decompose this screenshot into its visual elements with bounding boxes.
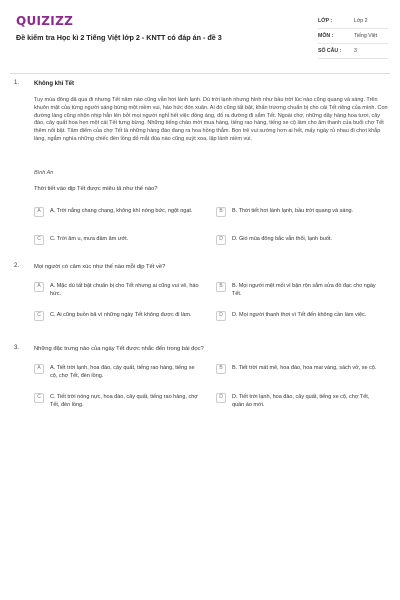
meta-row-grade (318, 14, 388, 29)
meta-table (318, 14, 388, 59)
meta-key: LỚP : (318, 18, 333, 24)
option-text: D. Gió mùa đông bắc vẫn thổi, lạnh buốt. (232, 236, 332, 242)
quizizz-logo: QUIZIZZ (16, 14, 74, 28)
question-text: Những đặc trưng nào của ngày Tết được nhắc đến trong bài đọc? (34, 346, 204, 352)
question-number: 3. (14, 345, 20, 351)
option-d[interactable] (216, 312, 382, 321)
meta-key: SỐ CÂU : (318, 48, 342, 54)
document-title: Đề kiểm tra Học kì 2 Tiếng Việt lớp 2 - KNTT có đáp án - đề 3 (16, 33, 222, 42)
option-letter: B (216, 207, 226, 217)
option-a[interactable] (34, 283, 200, 298)
option-text: C. Ai cũng buồn bã vì những ngày Tết không được đi làm. (50, 312, 192, 318)
option-letter: C (34, 393, 44, 403)
option-letter: B (216, 282, 226, 292)
option-letter: B (216, 364, 226, 374)
meta-value: Lớp 2 (354, 18, 368, 24)
option-text: A. Trời nắng chang chang, không khí nóng bức, ngột ngạt. (50, 208, 193, 214)
option-text: B. Thời tiết hơi lành lạnh, bầu trời quang và sáng. (232, 208, 354, 214)
meta-value: 3 (354, 48, 357, 54)
passage-body: Tuy mùa đông đã qua đi nhưng Tết năm nào cũng vẫn hơi lành lạnh. Dù trời lạnh nhưng hình như bầu trời lúc nào cũng quang và sáng. Trên khuôn mặt của từng người sáng bừng một niềm vui, háo hức đón xuân. Ai đó cũng tất bật, khẩn trương chuẩn bị cho cái Tết riêng của mình. Con đường làng cũng nhộn nhịp hẳn lên bởi mọi người nghỉ hết việc đồng áng, đổ ra đường đi sắm Tết. Ngoài chợ, những dãy hàng hoa tươi, cây đào, cây quất hoa hẹn một cái Tết tưng bừng. Những tiếng chào mời mua hàng, tiếng rao hàng, tiếng xe cộ làm cho âm thanh của buổi chợ Tết thêm nổi bật. Tâm điểm của chợ Tết là những hàng đào đang ra hoa hồng thắm. Bọn trẻ vui sướng hơn ai hết, mấy ngày rủ nhau đi chơi khắp làng, ngắm nghía những chiếc đèn lồng đỏ mắt đùa nào cũng xuýt xoa, lập lánh niềm vui. (34, 97, 388, 142)
passage-title-text: Không khí Tết (34, 81, 74, 87)
option-letter: C (34, 235, 44, 245)
option-letter: D (216, 311, 226, 321)
question-text: Thời tiết vào dịp Tết được miêu tả như thế nào? (34, 186, 158, 192)
option-letter: D (216, 235, 226, 245)
option-letter: C (34, 311, 44, 321)
option-letter: A (34, 282, 44, 292)
option-text: D. Tiết trời lạnh, hoa đào, cây quất, tiếng xe cộ, chợ Tết, quần áo mới. (232, 394, 370, 408)
meta-row-subject (318, 29, 388, 44)
option-text: A. Tiết trời lạnh, hoa đào, cây quất, tiếng rao hàng, tiếng xe cộ, chợ Tết, đèn lồng. (50, 365, 195, 379)
option-c[interactable] (34, 312, 200, 321)
option-text: B. Mọi người mệt mỏi vì bận rộn sắm sửa đồ đạc cho ngày Tết. (232, 283, 376, 297)
option-b[interactable] (216, 208, 400, 217)
question-number: 2. (14, 263, 20, 269)
option-d[interactable] (216, 236, 400, 245)
option-text: C. Trời âm u, mưa đầm âm ướt. (50, 236, 129, 242)
passage-title (34, 80, 390, 88)
option-text: A. Mặc dù tất bật chuẩn bị cho Tết nhưng ai cũng vui vẻ, háo hức. (50, 283, 199, 297)
question-text: Mọi người có cảm xúc như thế nào mỗi dịp Tết về? (34, 264, 166, 270)
meta-value: Tiếng Việt (354, 33, 378, 39)
option-text: D. Mọi người thanh thơi vì Tết đến không cần làm việc. (232, 312, 367, 318)
option-c[interactable] (34, 236, 200, 245)
option-a[interactable] (34, 365, 200, 380)
option-letter: D (216, 393, 226, 403)
option-letter: A (34, 207, 44, 217)
question-number: 1. (14, 80, 20, 86)
meta-key: MÔN : (318, 33, 334, 39)
worksheet-header (0, 0, 400, 72)
header-divider (10, 73, 390, 74)
passage-author: Bình An (34, 170, 54, 176)
option-b[interactable] (216, 365, 382, 374)
option-b[interactable] (216, 283, 382, 298)
option-text: C. Tiết trời nóng nực, hoa đào, cây quất, tiếng rao hàng, chợ Tết, đèn lồng. (50, 394, 198, 408)
option-a[interactable] (34, 208, 200, 217)
option-c[interactable] (34, 394, 200, 409)
option-text: B. Tiết trời mát mẻ, hoa đào, hoa mai vàng, sách vở, xe cộ. (232, 365, 377, 371)
option-d[interactable] (216, 394, 382, 409)
option-letter: A (34, 364, 44, 374)
meta-row-count (318, 44, 388, 59)
